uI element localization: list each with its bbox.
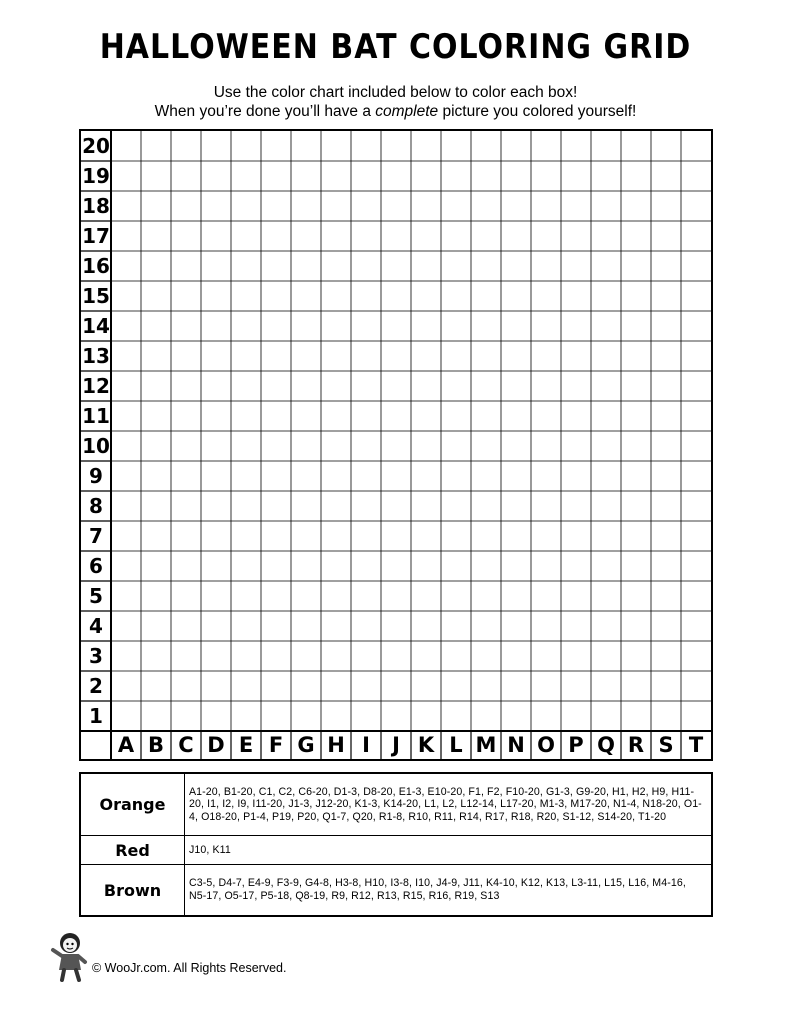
column-label: H bbox=[327, 733, 345, 757]
color-cell-list: A1-20, B1-20, C1, C2, C6-20, D1-3, D8-20, E1-3, E10-20, F1, F2, F10-20, G1-3, G9-20, H1, H2, H9, H11-20, I1, I2, I9, I11-20, J1-3, J12-20, K1-3, K14-20, L1, L2, L12-14, L17-20, M1-3, M17-20, N1-4, N18-20, O1-4, O18-20, P1-4, P19, P20, Q1-7, Q20, R1-8, R10, R11, R14, R17, R18, R20, S1-12, S14-20, T1-20 bbox=[189, 785, 702, 823]
row-label: 7 bbox=[89, 524, 103, 548]
grid-lines bbox=[81, 131, 711, 759]
column-label: I bbox=[362, 733, 370, 757]
column-label: N bbox=[507, 733, 525, 757]
color-key-row bbox=[81, 774, 711, 836]
row-label: 18 bbox=[82, 194, 110, 218]
row-label: 14 bbox=[82, 314, 110, 338]
column-label: J bbox=[392, 733, 400, 757]
column-label: M bbox=[475, 733, 497, 757]
color-name: Red bbox=[81, 836, 185, 864]
coloring-grid bbox=[79, 129, 713, 761]
instructions-line-1: Use the color chart included below to color each box! bbox=[213, 84, 578, 101]
row-label: 3 bbox=[89, 644, 103, 668]
row-label: 8 bbox=[89, 494, 103, 518]
page-title: HALLOWEEN BAT COLORING GRID bbox=[99, 27, 692, 68]
column-label: E bbox=[238, 733, 254, 757]
row-label: 17 bbox=[82, 224, 110, 248]
color-key-row bbox=[81, 865, 711, 915]
column-label: S bbox=[658, 733, 674, 757]
row-label: 20 bbox=[82, 134, 110, 158]
instructions-line-2-end: picture you colored yourself! bbox=[438, 103, 637, 120]
column-label: O bbox=[537, 733, 555, 757]
row-label: 4 bbox=[89, 614, 103, 638]
instructions-line-2 bbox=[0, 103, 791, 121]
column-label: Q bbox=[597, 733, 615, 757]
instructions-emphasis: complete bbox=[375, 103, 439, 120]
column-label: F bbox=[268, 733, 284, 757]
row-label: 16 bbox=[82, 254, 110, 278]
copyright-notice: © WooJr.com. All Rights Reserved. bbox=[92, 961, 287, 975]
row-label: 12 bbox=[82, 374, 110, 398]
row-label: 11 bbox=[82, 404, 110, 428]
column-label: G bbox=[297, 733, 315, 757]
row-label: 9 bbox=[89, 464, 103, 488]
row-label: 19 bbox=[82, 164, 110, 188]
instructions-line-2-start: When you’re done you’ll have a bbox=[154, 103, 376, 120]
row-label: 5 bbox=[89, 584, 103, 608]
column-label: T bbox=[688, 733, 704, 757]
column-label: K bbox=[417, 733, 435, 757]
woojr-mascot-icon bbox=[48, 930, 92, 982]
row-label: 10 bbox=[82, 434, 110, 458]
color-name: Orange bbox=[81, 774, 185, 835]
row-label: 15 bbox=[82, 284, 110, 308]
column-label: C bbox=[178, 733, 194, 757]
column-label: D bbox=[207, 733, 225, 757]
color-cell-list: C3-5, D4-7, E4-9, F3-9, G4-8, H3-8, H10, I3-8, I10, J4-9, J11, K4-10, K12, K13, L3-11, L15, L16, M4-16, N5-17, O5-17, P5-18, Q8-19, R9, R12, R13, R15, R16, R19, S13 bbox=[189, 877, 686, 902]
column-label: A bbox=[117, 733, 135, 757]
row-label: 1 bbox=[89, 704, 103, 728]
color-key-row bbox=[81, 836, 711, 865]
row-label: 6 bbox=[89, 554, 103, 578]
row-label: 13 bbox=[82, 344, 110, 368]
color-cell-list: J10, K11 bbox=[189, 843, 231, 856]
column-label: R bbox=[627, 733, 645, 757]
color-key-table bbox=[79, 772, 713, 917]
column-label: L bbox=[449, 733, 463, 757]
row-label: 2 bbox=[89, 674, 103, 698]
footer bbox=[48, 930, 348, 990]
column-label: B bbox=[147, 733, 164, 757]
color-name: Brown bbox=[81, 865, 185, 915]
column-label: P bbox=[568, 733, 584, 757]
